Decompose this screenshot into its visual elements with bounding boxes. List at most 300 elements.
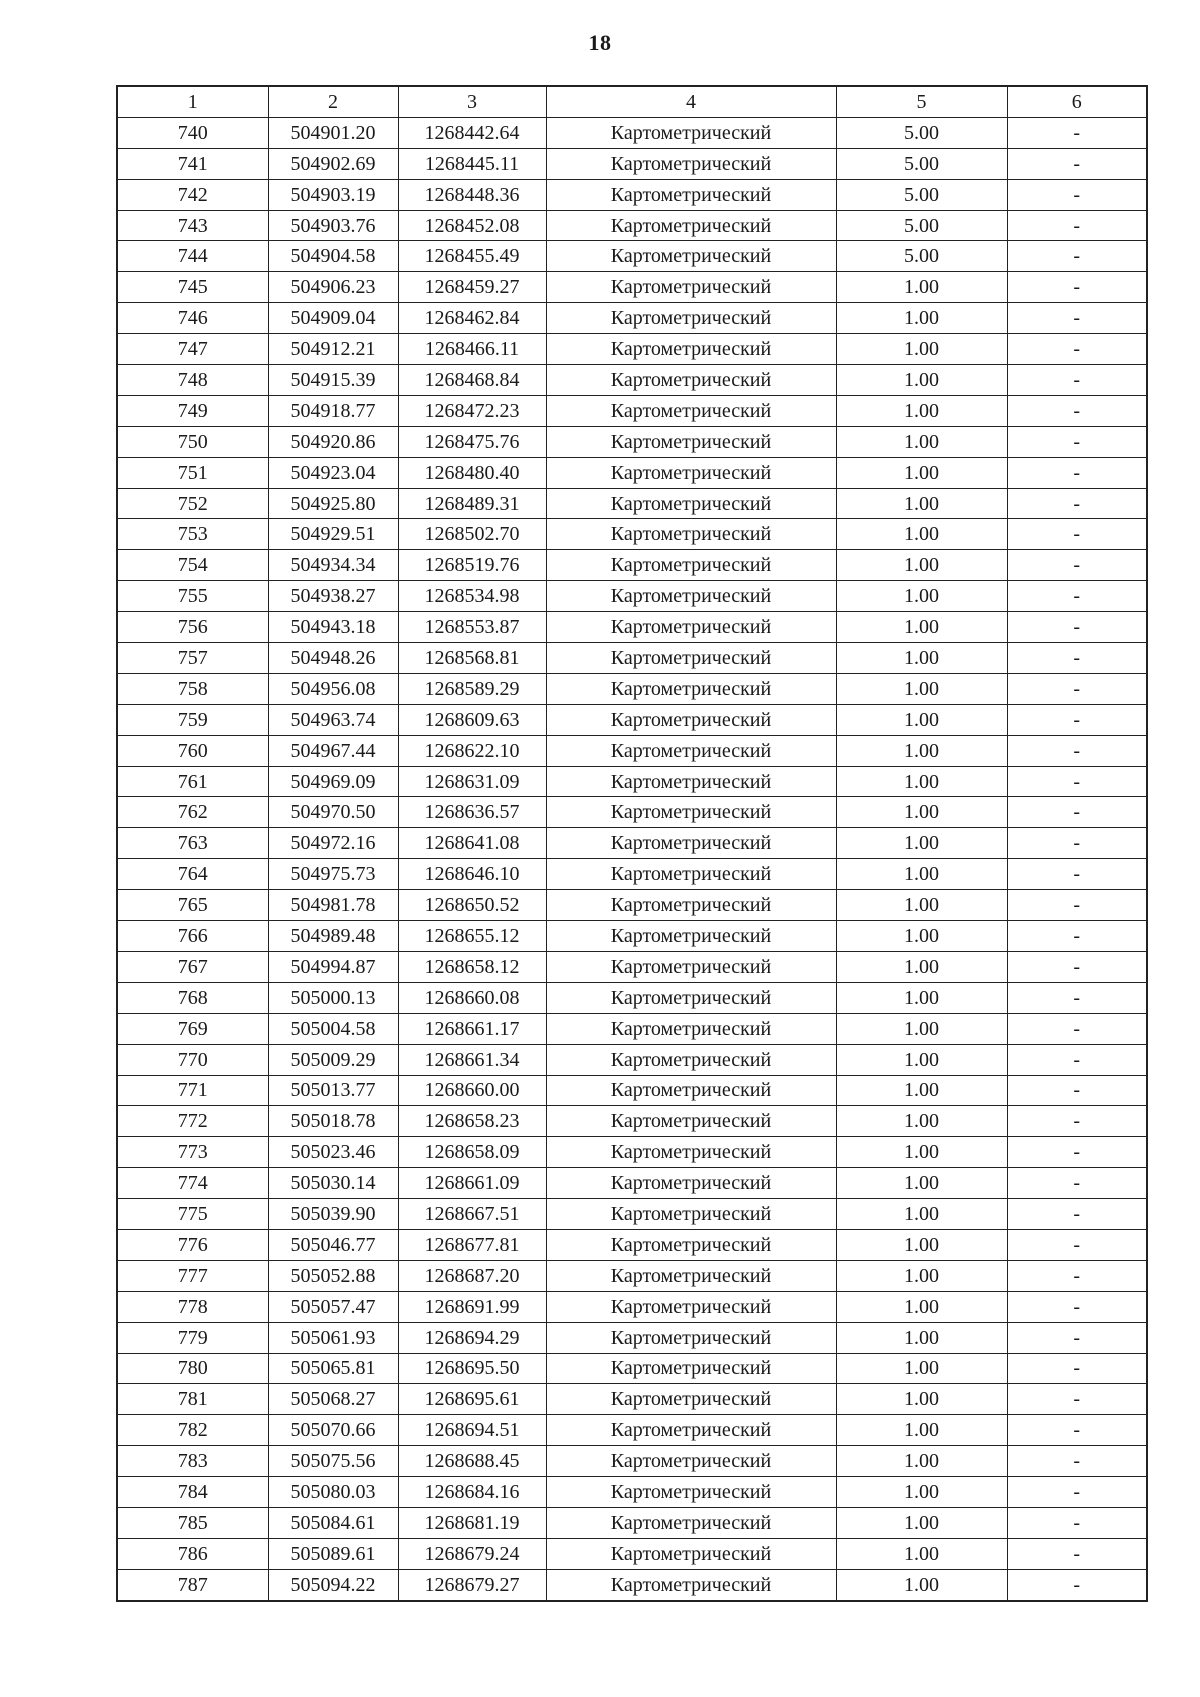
cell-note: - bbox=[1007, 797, 1147, 828]
cell-note: - bbox=[1007, 581, 1147, 612]
cell-accuracy: 1.00 bbox=[836, 643, 1007, 674]
cell-method: Картометрический bbox=[546, 272, 836, 303]
header-col-3: 3 bbox=[398, 86, 546, 117]
cell-y-coordinate: 1268622.10 bbox=[398, 735, 546, 766]
cell-x-coordinate: 504920.86 bbox=[268, 426, 398, 457]
cell-accuracy: 1.00 bbox=[836, 951, 1007, 982]
cell-point-number: 748 bbox=[117, 365, 268, 396]
cell-x-coordinate: 504912.21 bbox=[268, 334, 398, 365]
cell-note: - bbox=[1007, 1415, 1147, 1446]
cell-method: Картометрический bbox=[546, 1322, 836, 1353]
cell-point-number: 763 bbox=[117, 828, 268, 859]
cell-point-number: 765 bbox=[117, 890, 268, 921]
cell-y-coordinate: 1268667.51 bbox=[398, 1199, 546, 1230]
cell-x-coordinate: 505094.22 bbox=[268, 1569, 398, 1600]
table-row bbox=[117, 921, 1147, 952]
cell-point-number: 757 bbox=[117, 643, 268, 674]
table-row bbox=[117, 334, 1147, 365]
cell-accuracy: 1.00 bbox=[836, 1384, 1007, 1415]
cell-note: - bbox=[1007, 210, 1147, 241]
cell-y-coordinate: 1268475.76 bbox=[398, 426, 546, 457]
cell-accuracy: 1.00 bbox=[836, 1569, 1007, 1600]
cell-y-coordinate: 1268631.09 bbox=[398, 766, 546, 797]
cell-point-number: 744 bbox=[117, 241, 268, 272]
cell-point-number: 774 bbox=[117, 1168, 268, 1199]
cell-y-coordinate: 1268655.12 bbox=[398, 921, 546, 952]
cell-x-coordinate: 505068.27 bbox=[268, 1384, 398, 1415]
cell-x-coordinate: 505039.90 bbox=[268, 1199, 398, 1230]
cell-y-coordinate: 1268694.29 bbox=[398, 1322, 546, 1353]
cell-x-coordinate: 504956.08 bbox=[268, 673, 398, 704]
table-row bbox=[117, 1322, 1147, 1353]
cell-point-number: 759 bbox=[117, 704, 268, 735]
cell-note: - bbox=[1007, 859, 1147, 890]
cell-point-number: 768 bbox=[117, 982, 268, 1013]
cell-note: - bbox=[1007, 272, 1147, 303]
table-row bbox=[117, 1384, 1147, 1415]
table-row bbox=[117, 1106, 1147, 1137]
cell-method: Картометрический bbox=[546, 766, 836, 797]
cell-y-coordinate: 1268553.87 bbox=[398, 612, 546, 643]
cell-point-number: 760 bbox=[117, 735, 268, 766]
cell-method: Картометрический bbox=[546, 643, 836, 674]
coordinates-table bbox=[116, 85, 1148, 1602]
cell-y-coordinate: 1268661.09 bbox=[398, 1168, 546, 1199]
cell-note: - bbox=[1007, 982, 1147, 1013]
cell-method: Картометрический bbox=[546, 890, 836, 921]
cell-accuracy: 1.00 bbox=[836, 859, 1007, 890]
table-row bbox=[117, 1013, 1147, 1044]
cell-method: Картометрический bbox=[546, 797, 836, 828]
cell-note: - bbox=[1007, 1229, 1147, 1260]
cell-x-coordinate: 505052.88 bbox=[268, 1260, 398, 1291]
cell-y-coordinate: 1268502.70 bbox=[398, 519, 546, 550]
cell-point-number: 769 bbox=[117, 1013, 268, 1044]
cell-x-coordinate: 504981.78 bbox=[268, 890, 398, 921]
cell-note: - bbox=[1007, 1199, 1147, 1230]
cell-method: Картометрический bbox=[546, 704, 836, 735]
cell-x-coordinate: 505013.77 bbox=[268, 1075, 398, 1106]
cell-point-number: 750 bbox=[117, 426, 268, 457]
table-row bbox=[117, 1044, 1147, 1075]
cell-y-coordinate: 1268455.49 bbox=[398, 241, 546, 272]
table-row bbox=[117, 581, 1147, 612]
cell-x-coordinate: 505009.29 bbox=[268, 1044, 398, 1075]
table-row bbox=[117, 365, 1147, 396]
table-row bbox=[117, 1137, 1147, 1168]
cell-accuracy: 1.00 bbox=[836, 395, 1007, 426]
cell-accuracy: 5.00 bbox=[836, 241, 1007, 272]
cell-note: - bbox=[1007, 519, 1147, 550]
cell-point-number: 781 bbox=[117, 1384, 268, 1415]
table-row bbox=[117, 1260, 1147, 1291]
table-row bbox=[117, 1075, 1147, 1106]
cell-x-coordinate: 504972.16 bbox=[268, 828, 398, 859]
table-row bbox=[117, 766, 1147, 797]
cell-x-coordinate: 504948.26 bbox=[268, 643, 398, 674]
cell-note: - bbox=[1007, 1013, 1147, 1044]
cell-method: Картометрический bbox=[546, 859, 836, 890]
table-row bbox=[117, 797, 1147, 828]
cell-note: - bbox=[1007, 1291, 1147, 1322]
table-row bbox=[117, 704, 1147, 735]
cell-method: Картометрический bbox=[546, 1353, 836, 1384]
cell-accuracy: 1.00 bbox=[836, 921, 1007, 952]
cell-method: Картометрический bbox=[546, 395, 836, 426]
cell-accuracy: 1.00 bbox=[836, 1044, 1007, 1075]
table-row bbox=[117, 1415, 1147, 1446]
cell-note: - bbox=[1007, 148, 1147, 179]
cell-point-number: 740 bbox=[117, 117, 268, 148]
cell-point-number: 752 bbox=[117, 488, 268, 519]
cell-method: Картометрический bbox=[546, 1569, 836, 1600]
cell-note: - bbox=[1007, 1384, 1147, 1415]
cell-x-coordinate: 505018.78 bbox=[268, 1106, 398, 1137]
cell-accuracy: 1.00 bbox=[836, 704, 1007, 735]
cell-method: Картометрический bbox=[546, 1168, 836, 1199]
cell-method: Картометрический bbox=[546, 1384, 836, 1415]
cell-point-number: 786 bbox=[117, 1538, 268, 1569]
cell-accuracy: 1.00 bbox=[836, 612, 1007, 643]
cell-y-coordinate: 1268660.00 bbox=[398, 1075, 546, 1106]
cell-point-number: 785 bbox=[117, 1507, 268, 1538]
cell-method: Картометрический bbox=[546, 1013, 836, 1044]
cell-accuracy: 1.00 bbox=[836, 457, 1007, 488]
cell-y-coordinate: 1268568.81 bbox=[398, 643, 546, 674]
cell-method: Картометрический bbox=[546, 210, 836, 241]
cell-method: Картометрический bbox=[546, 735, 836, 766]
table-row bbox=[117, 1353, 1147, 1384]
cell-point-number: 773 bbox=[117, 1137, 268, 1168]
cell-note: - bbox=[1007, 365, 1147, 396]
cell-method: Картометрический bbox=[546, 1446, 836, 1477]
cell-x-coordinate: 504906.23 bbox=[268, 272, 398, 303]
cell-x-coordinate: 505080.03 bbox=[268, 1477, 398, 1508]
cell-point-number: 767 bbox=[117, 951, 268, 982]
cell-note: - bbox=[1007, 1106, 1147, 1137]
cell-accuracy: 1.00 bbox=[836, 272, 1007, 303]
cell-note: - bbox=[1007, 1168, 1147, 1199]
cell-method: Картометрический bbox=[546, 1477, 836, 1508]
cell-point-number: 775 bbox=[117, 1199, 268, 1230]
cell-x-coordinate: 505061.93 bbox=[268, 1322, 398, 1353]
cell-accuracy: 1.00 bbox=[836, 797, 1007, 828]
cell-point-number: 747 bbox=[117, 334, 268, 365]
cell-method: Картометрический bbox=[546, 457, 836, 488]
cell-method: Картометрический bbox=[546, 519, 836, 550]
cell-point-number: 764 bbox=[117, 859, 268, 890]
cell-accuracy: 1.00 bbox=[836, 1291, 1007, 1322]
cell-accuracy: 5.00 bbox=[836, 148, 1007, 179]
cell-method: Картометрический bbox=[546, 550, 836, 581]
cell-note: - bbox=[1007, 457, 1147, 488]
cell-x-coordinate: 505084.61 bbox=[268, 1507, 398, 1538]
table-row bbox=[117, 272, 1147, 303]
cell-x-coordinate: 504963.74 bbox=[268, 704, 398, 735]
cell-y-coordinate: 1268534.98 bbox=[398, 581, 546, 612]
cell-point-number: 780 bbox=[117, 1353, 268, 1384]
cell-note: - bbox=[1007, 426, 1147, 457]
cell-x-coordinate: 505070.66 bbox=[268, 1415, 398, 1446]
cell-y-coordinate: 1268472.23 bbox=[398, 395, 546, 426]
cell-note: - bbox=[1007, 1507, 1147, 1538]
cell-y-coordinate: 1268641.08 bbox=[398, 828, 546, 859]
cell-note: - bbox=[1007, 550, 1147, 581]
cell-accuracy: 1.00 bbox=[836, 1538, 1007, 1569]
cell-note: - bbox=[1007, 303, 1147, 334]
table-row bbox=[117, 303, 1147, 334]
cell-point-number: 749 bbox=[117, 395, 268, 426]
cell-y-coordinate: 1268445.11 bbox=[398, 148, 546, 179]
cell-y-coordinate: 1268480.40 bbox=[398, 457, 546, 488]
table-row bbox=[117, 673, 1147, 704]
cell-method: Картометрический bbox=[546, 148, 836, 179]
cell-accuracy: 1.00 bbox=[836, 1075, 1007, 1106]
cell-note: - bbox=[1007, 395, 1147, 426]
cell-method: Картометрический bbox=[546, 334, 836, 365]
cell-note: - bbox=[1007, 643, 1147, 674]
table-row bbox=[117, 550, 1147, 581]
cell-accuracy: 1.00 bbox=[836, 303, 1007, 334]
cell-point-number: 758 bbox=[117, 673, 268, 704]
cell-method: Картометрический bbox=[546, 1044, 836, 1075]
table-row bbox=[117, 859, 1147, 890]
cell-accuracy: 1.00 bbox=[836, 735, 1007, 766]
cell-note: - bbox=[1007, 612, 1147, 643]
cell-x-coordinate: 505057.47 bbox=[268, 1291, 398, 1322]
cell-accuracy: 5.00 bbox=[836, 179, 1007, 210]
cell-point-number: 743 bbox=[117, 210, 268, 241]
table-row bbox=[117, 1507, 1147, 1538]
cell-accuracy: 1.00 bbox=[836, 1013, 1007, 1044]
cell-method: Картометрический bbox=[546, 921, 836, 952]
cell-point-number: 755 bbox=[117, 581, 268, 612]
cell-point-number: 771 bbox=[117, 1075, 268, 1106]
cell-x-coordinate: 504909.04 bbox=[268, 303, 398, 334]
cell-method: Картометрический bbox=[546, 365, 836, 396]
cell-x-coordinate: 504943.18 bbox=[268, 612, 398, 643]
cell-y-coordinate: 1268687.20 bbox=[398, 1260, 546, 1291]
cell-x-coordinate: 504904.58 bbox=[268, 241, 398, 272]
table-row bbox=[117, 1168, 1147, 1199]
table-row bbox=[117, 210, 1147, 241]
cell-x-coordinate: 505000.13 bbox=[268, 982, 398, 1013]
cell-method: Картометрический bbox=[546, 303, 836, 334]
cell-y-coordinate: 1268684.16 bbox=[398, 1477, 546, 1508]
cell-y-coordinate: 1268694.51 bbox=[398, 1415, 546, 1446]
cell-note: - bbox=[1007, 921, 1147, 952]
cell-method: Картометрический bbox=[546, 612, 836, 643]
cell-note: - bbox=[1007, 1137, 1147, 1168]
cell-accuracy: 1.00 bbox=[836, 581, 1007, 612]
cell-method: Картометрический bbox=[546, 117, 836, 148]
cell-note: - bbox=[1007, 1075, 1147, 1106]
cell-point-number: 776 bbox=[117, 1229, 268, 1260]
cell-y-coordinate: 1268442.64 bbox=[398, 117, 546, 148]
cell-x-coordinate: 504918.77 bbox=[268, 395, 398, 426]
table-row bbox=[117, 1538, 1147, 1569]
cell-note: - bbox=[1007, 488, 1147, 519]
table-header-row bbox=[117, 86, 1147, 117]
cell-accuracy: 1.00 bbox=[836, 365, 1007, 396]
cell-method: Картометрический bbox=[546, 1106, 836, 1137]
cell-x-coordinate: 505030.14 bbox=[268, 1168, 398, 1199]
cell-y-coordinate: 1268658.09 bbox=[398, 1137, 546, 1168]
cell-accuracy: 5.00 bbox=[836, 117, 1007, 148]
cell-note: - bbox=[1007, 1538, 1147, 1569]
cell-point-number: 741 bbox=[117, 148, 268, 179]
table-row bbox=[117, 982, 1147, 1013]
table-row bbox=[117, 1199, 1147, 1230]
cell-accuracy: 1.00 bbox=[836, 1260, 1007, 1291]
cell-note: - bbox=[1007, 179, 1147, 210]
cell-x-coordinate: 505023.46 bbox=[268, 1137, 398, 1168]
cell-y-coordinate: 1268681.19 bbox=[398, 1507, 546, 1538]
cell-point-number: 756 bbox=[117, 612, 268, 643]
cell-accuracy: 1.00 bbox=[836, 334, 1007, 365]
cell-method: Картометрический bbox=[546, 1538, 836, 1569]
cell-method: Картометрический bbox=[546, 1137, 836, 1168]
cell-accuracy: 5.00 bbox=[836, 210, 1007, 241]
cell-y-coordinate: 1268636.57 bbox=[398, 797, 546, 828]
table-row bbox=[117, 1291, 1147, 1322]
cell-point-number: 753 bbox=[117, 519, 268, 550]
table-row bbox=[117, 1569, 1147, 1600]
cell-y-coordinate: 1268462.84 bbox=[398, 303, 546, 334]
cell-method: Картометрический bbox=[546, 241, 836, 272]
cell-note: - bbox=[1007, 1260, 1147, 1291]
cell-note: - bbox=[1007, 1353, 1147, 1384]
cell-method: Картометрический bbox=[546, 828, 836, 859]
cell-y-coordinate: 1268688.45 bbox=[398, 1446, 546, 1477]
header-col-1: 1 bbox=[117, 86, 268, 117]
cell-note: - bbox=[1007, 673, 1147, 704]
cell-note: - bbox=[1007, 1446, 1147, 1477]
cell-point-number: 787 bbox=[117, 1569, 268, 1600]
cell-note: - bbox=[1007, 1044, 1147, 1075]
cell-x-coordinate: 505075.56 bbox=[268, 1446, 398, 1477]
table-row bbox=[117, 488, 1147, 519]
cell-x-coordinate: 504934.34 bbox=[268, 550, 398, 581]
cell-point-number: 762 bbox=[117, 797, 268, 828]
cell-x-coordinate: 504970.50 bbox=[268, 797, 398, 828]
cell-x-coordinate: 505089.61 bbox=[268, 1538, 398, 1569]
table-row bbox=[117, 951, 1147, 982]
cell-accuracy: 1.00 bbox=[836, 488, 1007, 519]
cell-y-coordinate: 1268695.61 bbox=[398, 1384, 546, 1415]
cell-method: Картометрический bbox=[546, 1229, 836, 1260]
cell-point-number: 766 bbox=[117, 921, 268, 952]
header-col-2: 2 bbox=[268, 86, 398, 117]
cell-point-number: 742 bbox=[117, 179, 268, 210]
table-row bbox=[117, 179, 1147, 210]
cell-x-coordinate: 504923.04 bbox=[268, 457, 398, 488]
cell-accuracy: 1.00 bbox=[836, 673, 1007, 704]
cell-accuracy: 1.00 bbox=[836, 766, 1007, 797]
cell-point-number: 777 bbox=[117, 1260, 268, 1291]
cell-point-number: 782 bbox=[117, 1415, 268, 1446]
cell-accuracy: 1.00 bbox=[836, 426, 1007, 457]
cell-method: Картометрический bbox=[546, 1199, 836, 1230]
cell-x-coordinate: 504969.09 bbox=[268, 766, 398, 797]
cell-note: - bbox=[1007, 951, 1147, 982]
cell-y-coordinate: 1268661.34 bbox=[398, 1044, 546, 1075]
cell-method: Картометрический bbox=[546, 1291, 836, 1322]
table-row bbox=[117, 395, 1147, 426]
cell-y-coordinate: 1268660.08 bbox=[398, 982, 546, 1013]
cell-method: Картометрический bbox=[546, 581, 836, 612]
cell-x-coordinate: 504967.44 bbox=[268, 735, 398, 766]
cell-accuracy: 1.00 bbox=[836, 890, 1007, 921]
table-row bbox=[117, 735, 1147, 766]
cell-note: - bbox=[1007, 1322, 1147, 1353]
cell-accuracy: 1.00 bbox=[836, 1477, 1007, 1508]
cell-y-coordinate: 1268589.29 bbox=[398, 673, 546, 704]
cell-x-coordinate: 504903.19 bbox=[268, 179, 398, 210]
cell-point-number: 745 bbox=[117, 272, 268, 303]
cell-y-coordinate: 1268650.52 bbox=[398, 890, 546, 921]
cell-method: Картометрический bbox=[546, 951, 836, 982]
cell-point-number: 746 bbox=[117, 303, 268, 334]
cell-point-number: 779 bbox=[117, 1322, 268, 1353]
cell-y-coordinate: 1268466.11 bbox=[398, 334, 546, 365]
cell-y-coordinate: 1268459.27 bbox=[398, 272, 546, 303]
cell-accuracy: 1.00 bbox=[836, 982, 1007, 1013]
table-row bbox=[117, 1477, 1147, 1508]
cell-x-coordinate: 505046.77 bbox=[268, 1229, 398, 1260]
table-row bbox=[117, 1446, 1147, 1477]
cell-note: - bbox=[1007, 241, 1147, 272]
cell-accuracy: 1.00 bbox=[836, 1415, 1007, 1446]
page-number: 18 bbox=[588, 30, 612, 55]
cell-x-coordinate: 504994.87 bbox=[268, 951, 398, 982]
cell-x-coordinate: 504938.27 bbox=[268, 581, 398, 612]
table-row bbox=[117, 612, 1147, 643]
table-row bbox=[117, 1229, 1147, 1260]
cell-accuracy: 1.00 bbox=[836, 1106, 1007, 1137]
cell-y-coordinate: 1268658.12 bbox=[398, 951, 546, 982]
cell-method: Картометрический bbox=[546, 179, 836, 210]
cell-y-coordinate: 1268519.76 bbox=[398, 550, 546, 581]
table-row bbox=[117, 519, 1147, 550]
cell-y-coordinate: 1268452.08 bbox=[398, 210, 546, 241]
cell-x-coordinate: 504901.20 bbox=[268, 117, 398, 148]
cell-note: - bbox=[1007, 117, 1147, 148]
cell-y-coordinate: 1268448.36 bbox=[398, 179, 546, 210]
cell-y-coordinate: 1268661.17 bbox=[398, 1013, 546, 1044]
table-row bbox=[117, 643, 1147, 674]
cell-y-coordinate: 1268609.63 bbox=[398, 704, 546, 735]
table-row bbox=[117, 117, 1147, 148]
cell-accuracy: 1.00 bbox=[836, 1137, 1007, 1168]
cell-x-coordinate: 504902.69 bbox=[268, 148, 398, 179]
cell-x-coordinate: 505065.81 bbox=[268, 1353, 398, 1384]
cell-x-coordinate: 504925.80 bbox=[268, 488, 398, 519]
cell-y-coordinate: 1268691.99 bbox=[398, 1291, 546, 1322]
cell-y-coordinate: 1268646.10 bbox=[398, 859, 546, 890]
cell-accuracy: 1.00 bbox=[836, 828, 1007, 859]
cell-method: Картометрический bbox=[546, 1075, 836, 1106]
cell-accuracy: 1.00 bbox=[836, 519, 1007, 550]
cell-note: - bbox=[1007, 334, 1147, 365]
cell-accuracy: 1.00 bbox=[836, 1229, 1007, 1260]
header-col-4: 4 bbox=[546, 86, 836, 117]
cell-method: Картометрический bbox=[546, 488, 836, 519]
cell-x-coordinate: 504915.39 bbox=[268, 365, 398, 396]
cell-point-number: 754 bbox=[117, 550, 268, 581]
cell-accuracy: 1.00 bbox=[836, 550, 1007, 581]
cell-note: - bbox=[1007, 735, 1147, 766]
